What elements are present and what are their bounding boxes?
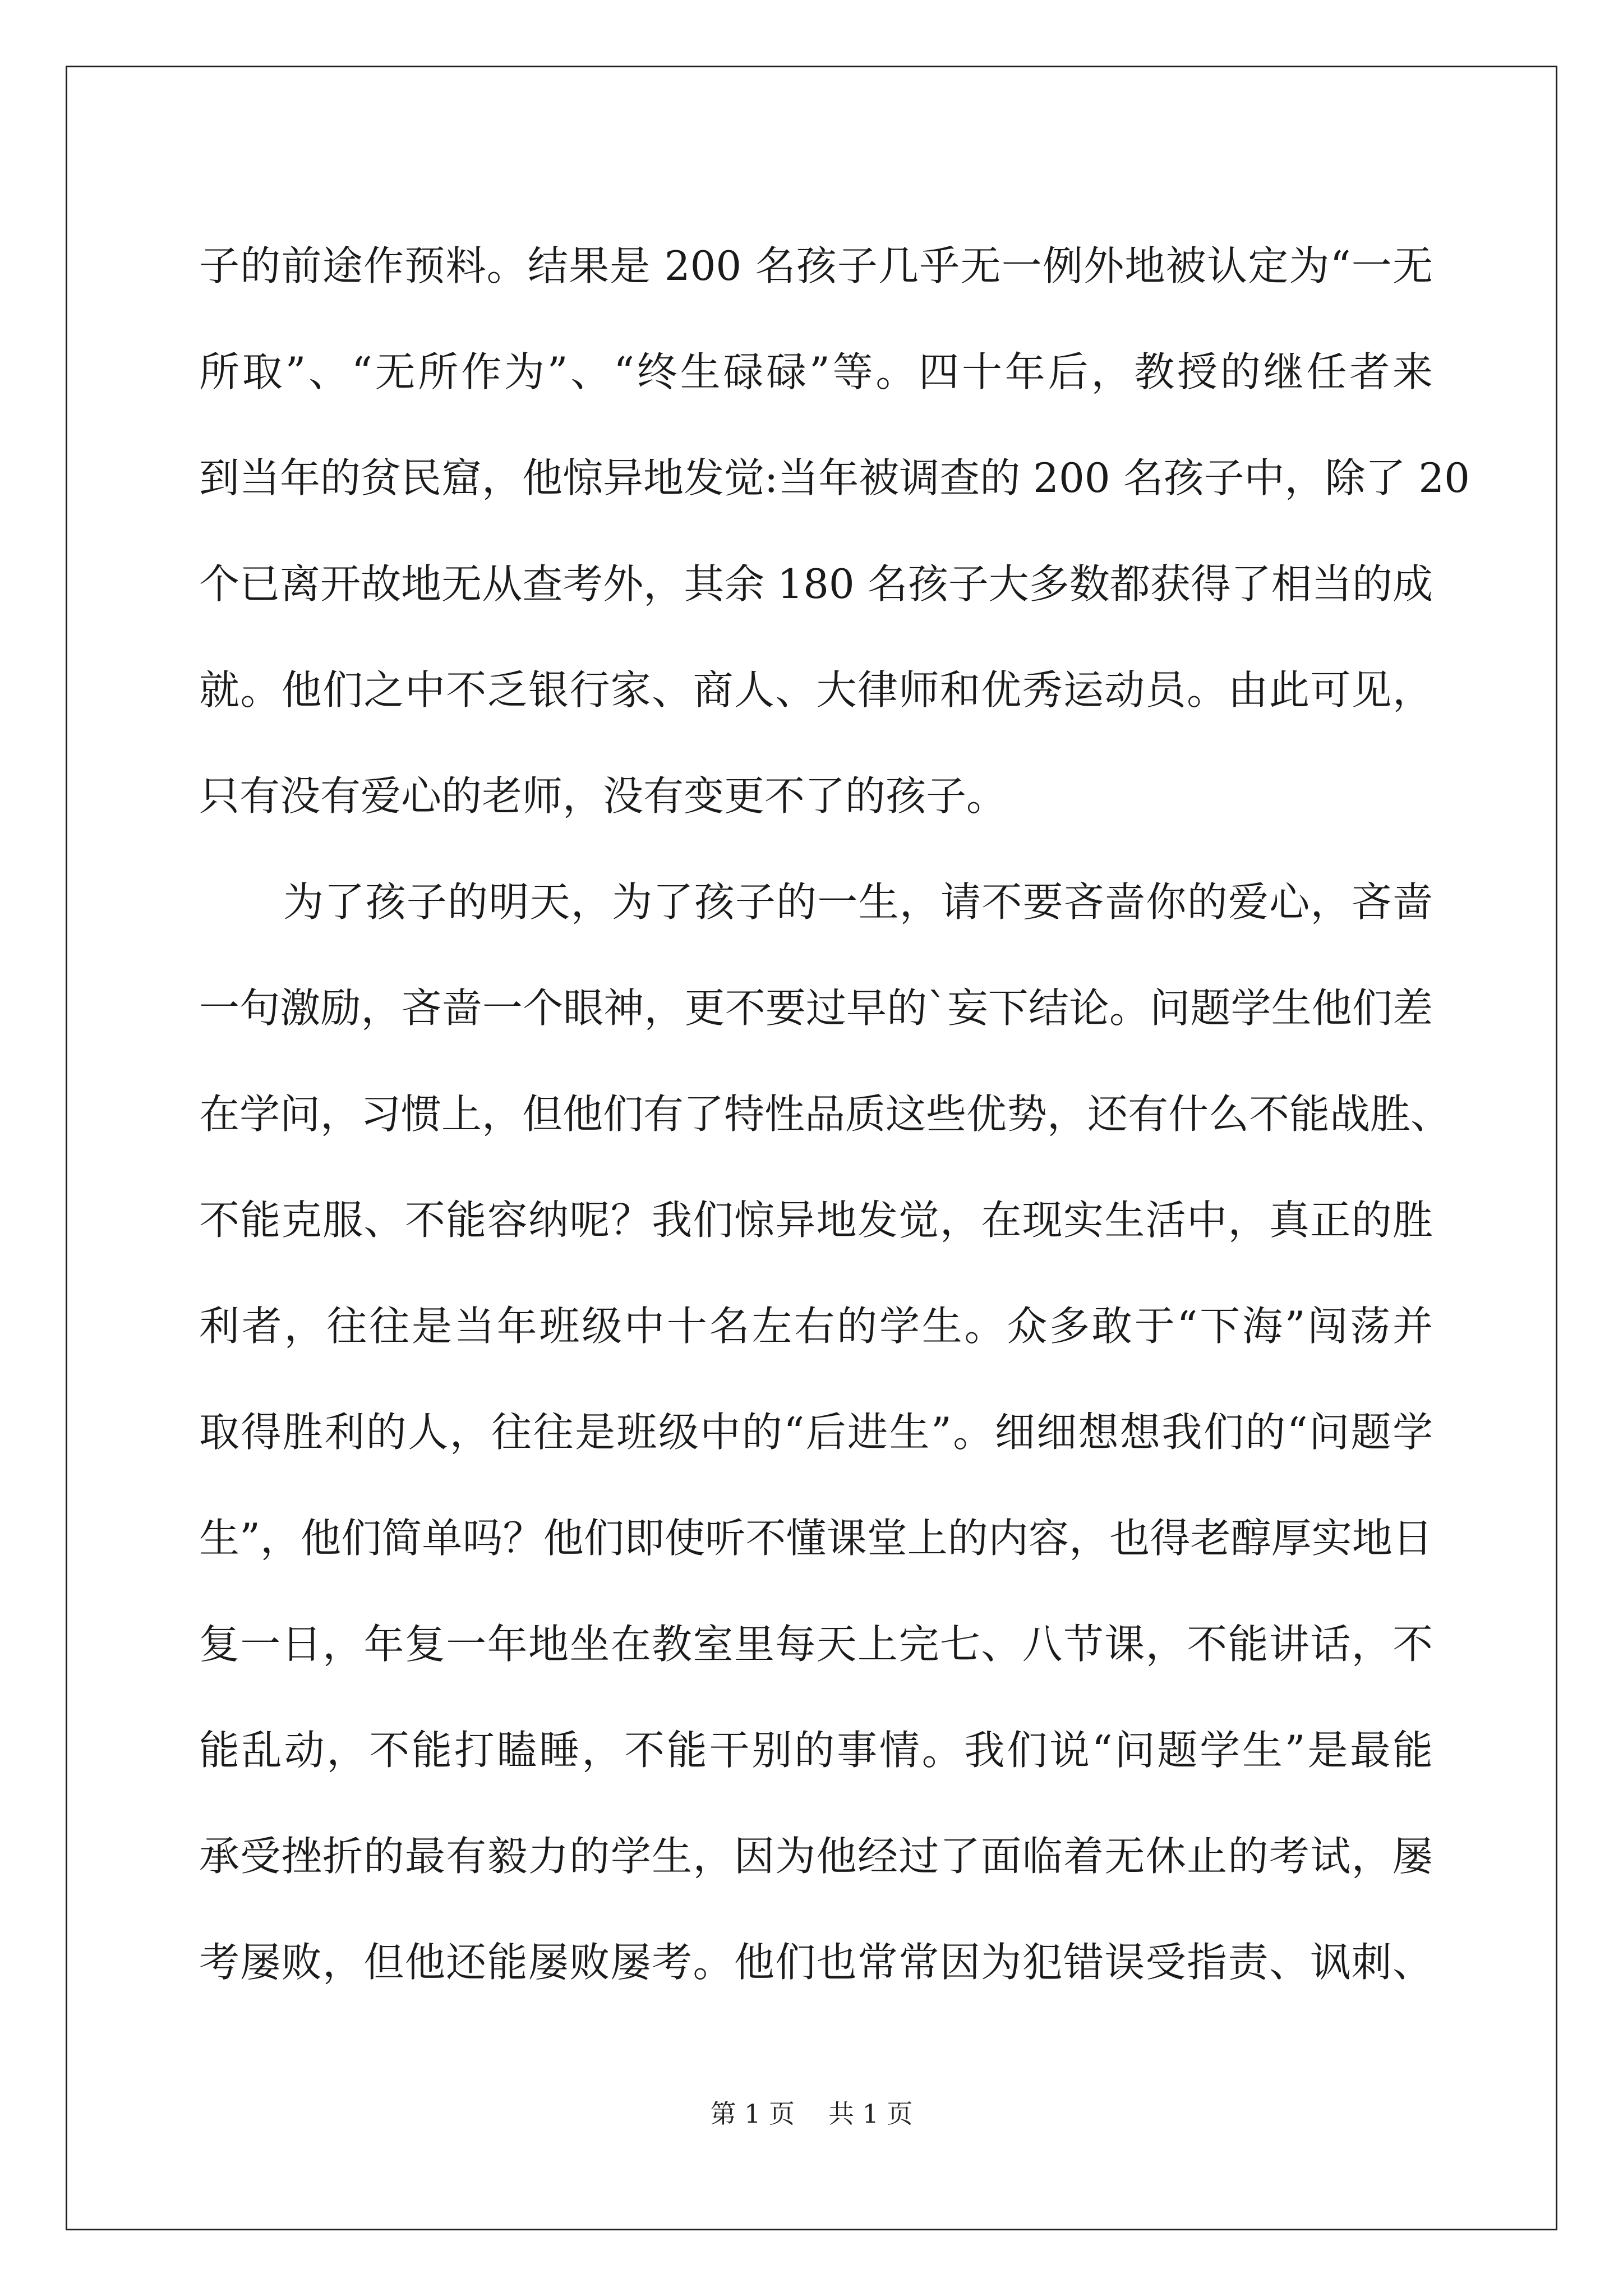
text-line: 在学问，习惯上，但他们有了特性品质这些优势，还有什么不能战胜、 [199,1091,1451,1138]
text-line: 利者，往往是当年班级中十名左右的学生。众多敢于“下海”闯荡并 [199,1303,1433,1350]
text-line: 就。他们之中不乏银行家、商人、大律师和优秀运动员。由此可见， [199,666,1433,714]
text-line: 不能克服、不能容纳呢？我们惊异地发觉，在现实生活中，真正的胜 [199,1197,1433,1244]
text-line: 能乱动，不能打瞌睡，不能干别的事情。我们说“问题学生”是最能 [199,1727,1433,1774]
paragraph-2 [199,849,1451,2016]
document-body [199,213,1470,2016]
text-line: 复一日，年复一年地坐在教室里每天上完七、八节课，不能讲话，不 [199,1621,1433,1668]
paragraph-1 [199,213,1470,849]
page-footer [0,2097,1623,2131]
text-line: 承受挫折的最有毅力的学生，因为他经过了面临着无休止的考试，屡 [199,1833,1433,1880]
text-line: 到当年的贫民窟，他惊异地发觉:当年被调查的 200 名孩子中，除了 20 [199,454,1470,501]
page-total: 共 1 页 [828,2099,913,2129]
text-line: 一句激励，吝啬一个眼神，更不要过早的`妄下结论。问题学生他们差 [199,984,1433,1032]
text-line: 个已离开故地无从查考外，其余 180 名孩子大多数都获得了相当的成 [199,560,1433,608]
text-line: 所取”、“无所作为”、“终生碌碌”等。四十年后，教授的继任者来 [199,348,1433,395]
text-line: 为了孩子的明天，为了孩子的一生，请不要吝啬你的爱心，吝啬 [283,878,1433,926]
text-line: 取得胜利的人，往往是班级中的“后进生”。细细想想我们的“问题学 [199,1409,1433,1456]
page-number: 第 1 页 [710,2099,795,2129]
text-line: 考屡败，但他还能屡败屡考。他们也常常因为犯错误受指责、讽刺、 [199,1939,1433,1986]
text-line: 生”，他们简单吗？他们即使听不懂课堂上的内容，也得老醇厚实地日 [199,1515,1433,1562]
text-line: 子的前途作预料。结果是 200 名孩子几乎无一例外地被认定为“一无 [199,242,1433,289]
text-line: 只有没有爱心的老师，没有变更不了的孩子。 [199,772,1007,820]
